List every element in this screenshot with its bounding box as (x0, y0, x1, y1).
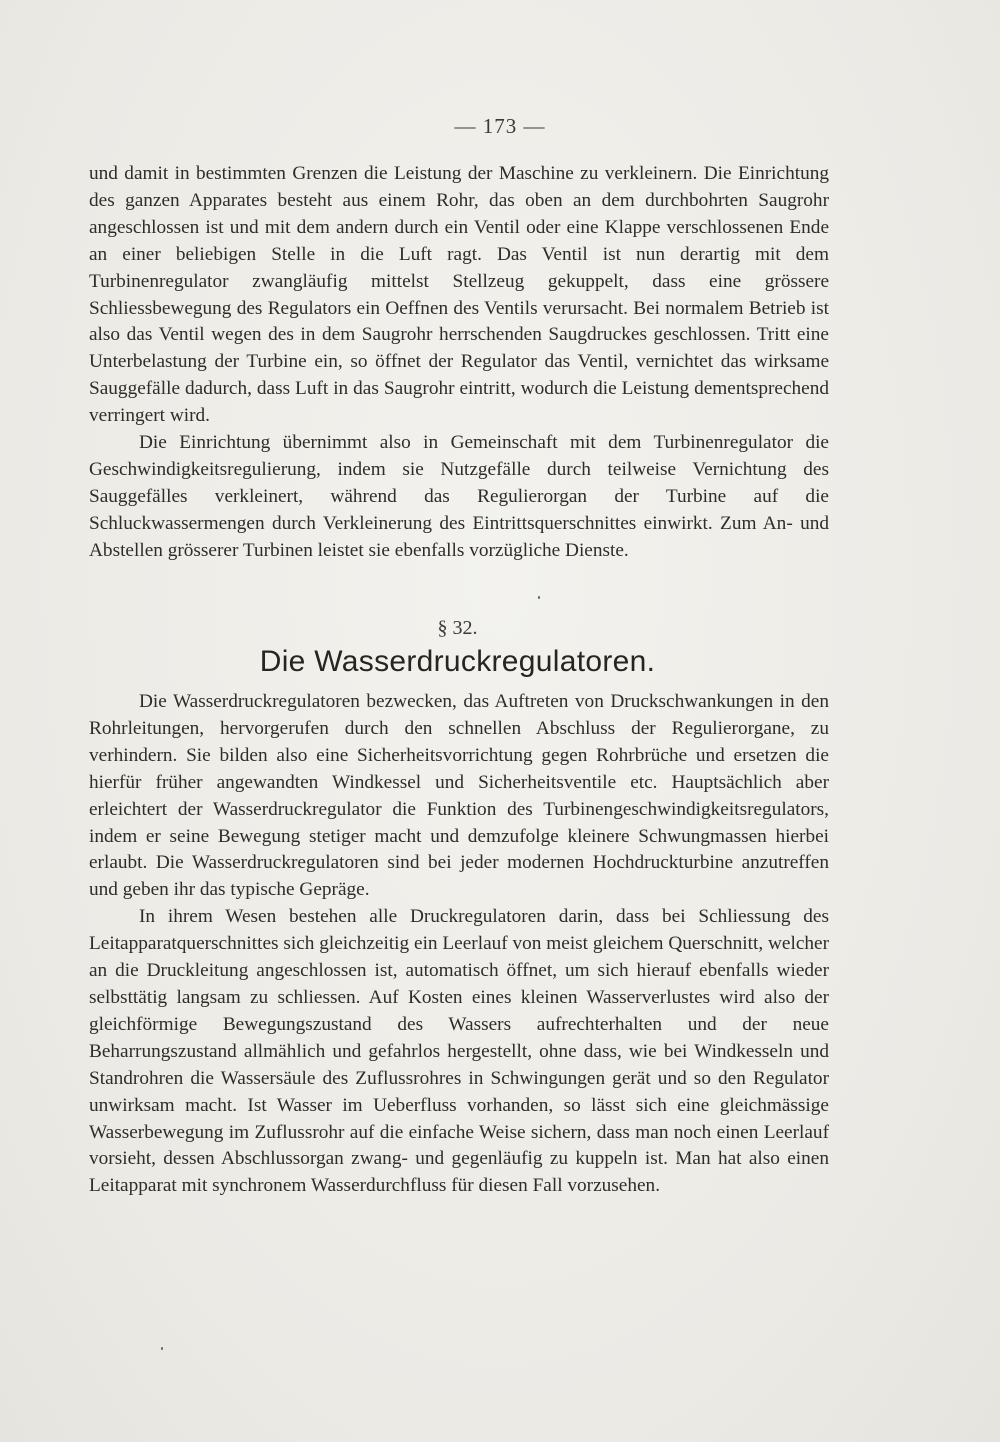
print-speck (161, 1347, 163, 1350)
text-block-bottom (89, 689, 829, 1200)
section-title: Die Wasserdruckregulatoren. (259, 645, 656, 678)
print-speck (538, 596, 540, 599)
paragraph: Die Einrichtung übernimmt also in Gemeinschaft mit dem Turbinenregulator die Geschwindigkeitsregulierung, indem sie Nutzgefälle durch teilweise Vernichtung des Sauggefälles verkleinert, während das Regulierorgan der Turbine auf die Schluckwassermengen durch Verkleinerung des Eintrittsquerschnittes einwirkt. Zum An- und Abstellen grösserer Turbinen leistet sie ebenfalls vorzügliche Dienste. (89, 432, 829, 561)
paragraph: und damit in bestimmten Grenzen die Leistung der Maschine zu verkleinern. Die Einrichtung des ganzen Apparates besteht aus einem Rohr, das oben an dem durchbohrten Saugrohr angeschlossen ist und mit dem andern durch ein Ventil oder eine Klappe verschlossenen Ende an einer beliebigen Stelle in die Luft ragt. Das Ventil ist nun derartig mit dem Turbinenregulator zwangläufig mittelst Stellzeug gekuppelt, dass eine grössere Schliessbewegung des Regulators ein Oeffnen des Ventils verursacht. Bei normalem Betrieb ist also das Ventil wegen des in dem Saugrohr herrschenden Saugdruckes geschlossen. Tritt eine Unterbelastung der Turbine ein, so öffnet der Regulator das Ventil, vernichtet das wirksame Sauggefälle dadurch, dass Luft in das Saugrohr eintritt, wodurch die Leistung dementsprechend verringert wird. (89, 163, 829, 427)
paragraph: In ihrem Wesen bestehen alle Druckregulatoren darin, dass bei Schliessung des Leitapparatquerschnittes sich gleichzeitig ein Leerlauf von meist gleichem Querschnitt, welcher an die Druckleitung angeschlossen ist, automatisch öffnet, um sich hierauf ebenfalls wieder selbsttätig langsam zu schliessen. Auf Kosten eines kleinen Wasserverlustes wird also der gleichförmige Bewegungszustand des Wassers aufrechterhalten und der neue Beharrungszustand allmählich und gefahrlos hergestellt, ohne dass, wie bei Windkesseln und Standrohren die Wassersäule des Zuflussrohres in Schwingungen gerät und so den Regulator unwirksam macht. Ist Wasser im Ueberfluss vorhanden, so lässt sich eine gleichmässige Wasserbewegung im Zuflussrohr auf die einfache Weise sichern, dass man noch einen Leerlauf vorsieht, dessen Abschlussorgan zwang- und gegenläufig zu kuppeln ist. Man hat also einen Leitapparat mit synchronem Wasserdurchfluss für diesen Fall vorzusehen. (89, 906, 829, 1197)
section-number: § 32. (437, 617, 478, 639)
page-number: — 173 — (454, 114, 546, 138)
paragraph: Die Wasserdruckregulatoren bezwecken, das Auftreten von Druckschwankungen in den Rohrleitungen, hervorgerufen durch den schnellen Abschluss der Regulierorgane, zu verhindern. Sie bilden also eine Sicherheitsvorrichtung gegen Rohrbrüche und ersetzen die hierfür früher angewandten Windkessel und Sicherheitsventile etc. Hauptsächlich aber erleichtert der Wasserdruckregulator die Funktion des Turbinengeschwindigkeitsregulators, indem er seine Bewegung stetiger macht und demzufolge kleinere Schwungmassen hierbei erlaubt. Die Wasserdruckregulatoren sind bei jeder modernen Hochdruckturbine anzutreffen und geben ihr das typische Gepräge. (89, 691, 829, 901)
text-block-top (89, 161, 829, 565)
